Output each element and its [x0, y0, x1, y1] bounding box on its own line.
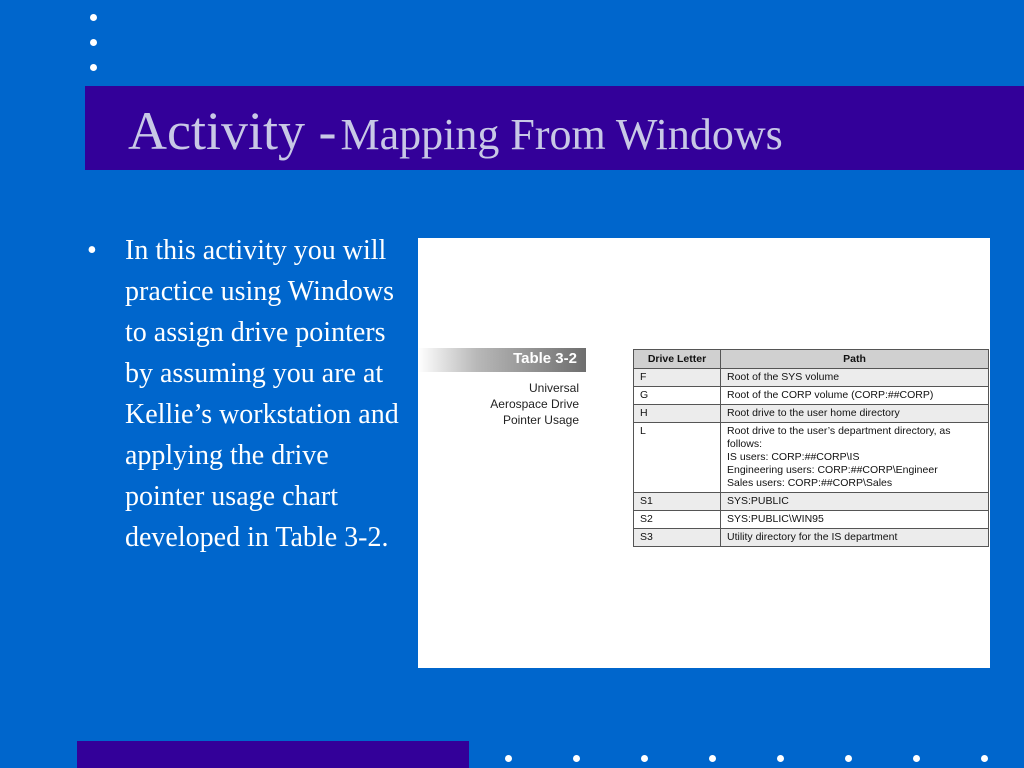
cell-drive-letter: L	[634, 423, 721, 493]
dot	[90, 14, 97, 21]
column-header-path: Path	[721, 350, 989, 369]
table-row	[634, 511, 989, 529]
bullet-text: In this activity you will practice using Windows to assign drive pointers by assuming you are at Kellie’s workstation and applying the drive pointer usage chart developed in Table 3-2.	[125, 235, 399, 553]
cell-path	[721, 493, 989, 511]
cell-path	[721, 369, 989, 387]
bottom-band	[77, 741, 469, 768]
cell-drive-letter: S3	[634, 529, 721, 547]
cell-path-line: Utility directory for the IS department	[727, 531, 898, 543]
table-row	[634, 493, 989, 511]
table-row	[634, 405, 989, 423]
decorative-dots-top	[87, 10, 101, 76]
slide-title	[128, 100, 783, 162]
cell-path-line: Engineering users: CORP:##CORP\Engineer	[727, 464, 938, 476]
cell-path-line: SYS:PUBLIC\WIN95	[727, 513, 824, 525]
table-row	[634, 529, 989, 547]
dot	[505, 755, 512, 762]
table-label: Table 3-2	[513, 350, 577, 367]
cell-drive-letter: H	[634, 405, 721, 423]
cell-path-line: IS users: CORP:##CORP\IS	[727, 451, 860, 463]
title-subtitle: Mapping From Windows	[340, 110, 783, 159]
cell-drive-letter: S2	[634, 511, 721, 529]
cell-path-line: follows:	[727, 438, 763, 450]
dot	[709, 755, 716, 762]
cell-path-line: SYS:PUBLIC	[727, 495, 789, 507]
table-figure	[418, 238, 990, 668]
dot	[845, 755, 852, 762]
table-header-row	[634, 350, 989, 369]
table-row	[634, 387, 989, 405]
dot	[913, 755, 920, 762]
cell-path	[721, 405, 989, 423]
table-caption	[490, 380, 579, 428]
dot	[641, 755, 648, 762]
dot	[90, 64, 97, 71]
column-header-drive-letter: Drive Letter	[634, 350, 721, 369]
caption-line: Pointer Usage	[502, 413, 579, 427]
cell-path	[721, 529, 989, 547]
title-main: Activity -	[128, 101, 337, 161]
cell-path-line: Root of the SYS volume	[727, 371, 840, 383]
cell-drive-letter: S1	[634, 493, 721, 511]
decorative-dots-bottom	[505, 754, 1005, 764]
table-row	[634, 423, 989, 493]
dot	[573, 755, 580, 762]
dot	[981, 755, 988, 762]
cell-path	[721, 423, 989, 493]
table-label-tag	[418, 348, 586, 372]
cell-path-line: Root drive to the user home directory	[727, 407, 900, 419]
bullet-icon: •	[87, 235, 97, 266]
cell-drive-letter: G	[634, 387, 721, 405]
cell-path-line: Root of the CORP volume (CORP:##CORP)	[727, 389, 934, 401]
table-body	[634, 369, 989, 547]
table-row	[634, 369, 989, 387]
cell-path-line: Root drive to the user’s department directory, as	[727, 425, 951, 437]
caption-line: Aerospace Drive	[490, 397, 579, 411]
cell-path	[721, 511, 989, 529]
cell-path-line: Sales users: CORP:##CORP\Sales	[727, 477, 893, 489]
cell-drive-letter: F	[634, 369, 721, 387]
cell-path	[721, 387, 989, 405]
dot	[777, 755, 784, 762]
caption-line: Universal	[528, 381, 579, 395]
drive-pointer-table	[633, 349, 989, 547]
dot	[90, 39, 97, 46]
